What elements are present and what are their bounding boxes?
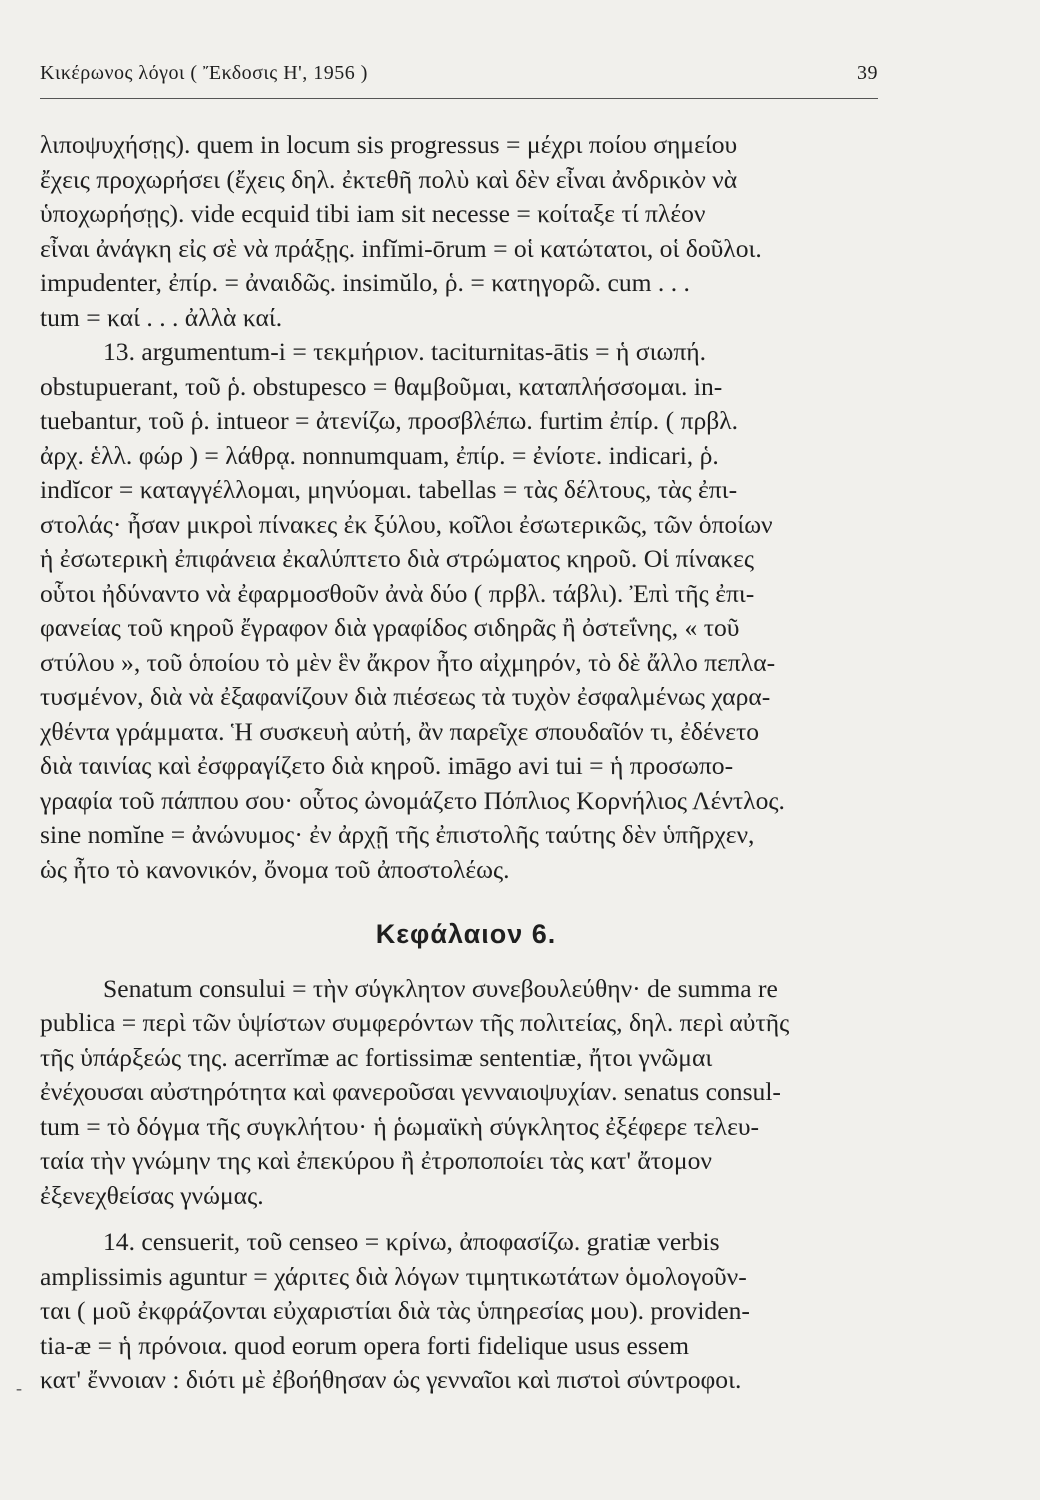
text-line: οὗτοι ἠδύναντο νὰ ἐφαρμοσθοῦν ἀνὰ δύο ( πρβλ. τάβλι). Ἐπὶ τῆς ἐπι- <box>40 578 755 608</box>
text-line: tum = καί . . . ἀλλὰ καί. <box>40 302 283 332</box>
text-line: sine nomĭne = ἀνώνυμος· ἐν ἀρχῇ τῆς ἐπιστολῆς ταύτης δὲν ὑπῆρχεν, <box>40 820 755 849</box>
text-line: impudenter, ἐπίρ. = ἀναιδῶς. insimŭlo, ῥ. = κατηγορῶ. cum . . . <box>40 268 690 297</box>
text-line: κατ' ἔννοιαν : διότι μὲ ἐβοήθησαν ὡς γενναῖοι καὶ πιστοὶ σύντροφοι. <box>40 1365 742 1394</box>
margin-mark: - <box>16 1378 22 1398</box>
text-line: ται ( μοῦ ἐκφράζονται εὐχαριστίαι διὰ τὰς ὑπηρεσίας μου). providen- <box>40 1296 750 1325</box>
paragraph-chapter-6 <box>40 972 892 1214</box>
running-title: Κικέρωνος λόγοι ( Ἔκδοσις Η', 1956 ) <box>40 62 368 84</box>
text-line: obstupuerant, τοῦ ῥ. obstupesco = θαμβοῦμαι, καταπλήσσομαι. in- <box>40 371 723 401</box>
text-line: ταία τὴν γνώμην της καὶ ἐπεκύρου ἢ ἐτροποποίει τὰς κατ' ἄτομον <box>40 1146 712 1175</box>
text-line: τῆς ὑπάρξεώς της. acerrĭmæ ac fortissimæ sententiæ, ἤτοι γνῶμαι <box>40 1042 713 1072</box>
text-line: ὑποχωρήσῃς). vide ecquid tibi iam sit necesse = κοίταξε τί πλέον <box>40 199 706 228</box>
text-line: amplissimis aguntur = χάριτες διὰ λόγων τιμητικωτάτων ὁμολογοῦν- <box>40 1261 747 1291</box>
text-line: ὡς ἦτο τὸ κανονικόν, ὄνομα τοῦ ἀποστολέως. <box>40 854 510 884</box>
text-line: εἶναι ἀνάγκη εἰς σὲ νὰ πράξῃς. infĭmi-ōrum = οἱ κατώτατοι, οἱ δοῦλοι. <box>40 233 762 263</box>
running-header <box>40 62 878 85</box>
text-line: tum = τὸ δόγμα τῆς συγκλήτου· ἡ ῥωμαϊκὴ σύγκλητος ἐξέφερε τελευ- <box>40 1111 760 1141</box>
text-line: διὰ ταινίας καὶ ἐσφραγίζετο διὰ κηροῦ. imāgo avi tui = ἡ προσωπο- <box>40 751 734 780</box>
text-line: ἐξενεχθείσας γνώμας. <box>40 1180 264 1210</box>
header-rule <box>40 98 878 99</box>
chapter-title: Κεφάλαιον 6. <box>375 919 557 949</box>
text-line: γραφία τοῦ πάππου σου· οὗτος ὠνομάζετο Πόπλιος Κορνήλιος Λέντλος. <box>40 785 785 815</box>
text-line: ἡ ἐσωτερικὴ ἐπιφάνεια ἐκαλύπτετο διὰ στρώματος κηροῦ. Οἱ πίνακες <box>40 544 755 573</box>
page-number: 39 <box>857 62 878 84</box>
text-line: ἔχεις προχωρήσει (ἔχεις δηλ. ἐκτεθῆ πολὺ καὶ δὲν εἶναι ἀνδρικὸν νὰ <box>40 164 738 194</box>
text-line: Senatum consului = τὴν σύγκλητον συνεβουλεύθην· de summa re <box>103 973 778 1003</box>
text-line: indĭcor = καταγγέλλομαι, μηνύομαι. tabellas = τὰς δέλτους, τὰς ἐπι- <box>40 475 738 504</box>
text-line: φανείας τοῦ κηροῦ ἔγραφον διὰ γραφίδος σιδηρᾶς ἢ ὀστεΐνης, « τοῦ <box>40 613 740 642</box>
text-line: 13. argumentum-i = τεκμήριον. taciturnitas-ātis = ἡ σιωπή. <box>103 337 707 366</box>
paragraph-1 <box>40 128 892 335</box>
text-line: 14. censuerit, τοῦ censeo = κρίνω, ἀποφασίζω. gratiæ verbis <box>103 1227 720 1256</box>
text-line: χθέντα γράμματα. Ἡ συσκευὴ αὐτή, ἂν παρεῖχε σπουδαῖόν τι, ἐδένετο <box>40 716 760 746</box>
text-line: στύλου », τοῦ ὁποίου τὸ μὲν ἓν ἄκρον ἦτο αἰχμηρόν, τὸ δὲ ἄλλο πεπλα- <box>40 647 776 677</box>
text-line: publica = περὶ τῶν ὑψίστων συμφερόντων τῆς πολιτείας, δηλ. περὶ αὐτῆς <box>40 1008 790 1037</box>
paragraph-14 <box>40 1225 892 1398</box>
text-line: στολάς· ἦσαν μικροὶ πίνακες ἐκ ξύλου, κοῖλοι ἐσωτερικῶς, τῶν ὁποίων <box>40 509 773 539</box>
paragraph-13 <box>40 335 892 887</box>
page-body <box>40 128 892 1398</box>
text-line: ἀρχ. ἑλλ. φώρ ) = λάθρᾳ. nonnumquam, ἐπίρ. = ἐνίοτε. indicari, ῥ. <box>40 440 719 470</box>
text-line: λιποψυχήσῃς). quem in locum sis progressus = μέχρι ποίου σημείου <box>40 130 738 159</box>
text-line: τυσμένον, διὰ νὰ ἐξαφανίζουν διὰ πιέσεως τὰ τυχὸν ἐσφαλμένως χαρα- <box>40 682 771 711</box>
text-line: tuebantur, τοῦ ῥ. intueor = ἀτενίζω, προσβλέπω. furtim ἐπίρ. ( πρβλ. <box>40 406 739 435</box>
text-line: ἐνέχουσαι αὐστηρότητα καὶ φανεροῦσαι γενναιοψυχίαν. senatus consul- <box>40 1077 781 1106</box>
text-line: tia-æ = ἡ πρόνοια. quod eorum opera forti fidelique usus essem <box>40 1330 690 1360</box>
